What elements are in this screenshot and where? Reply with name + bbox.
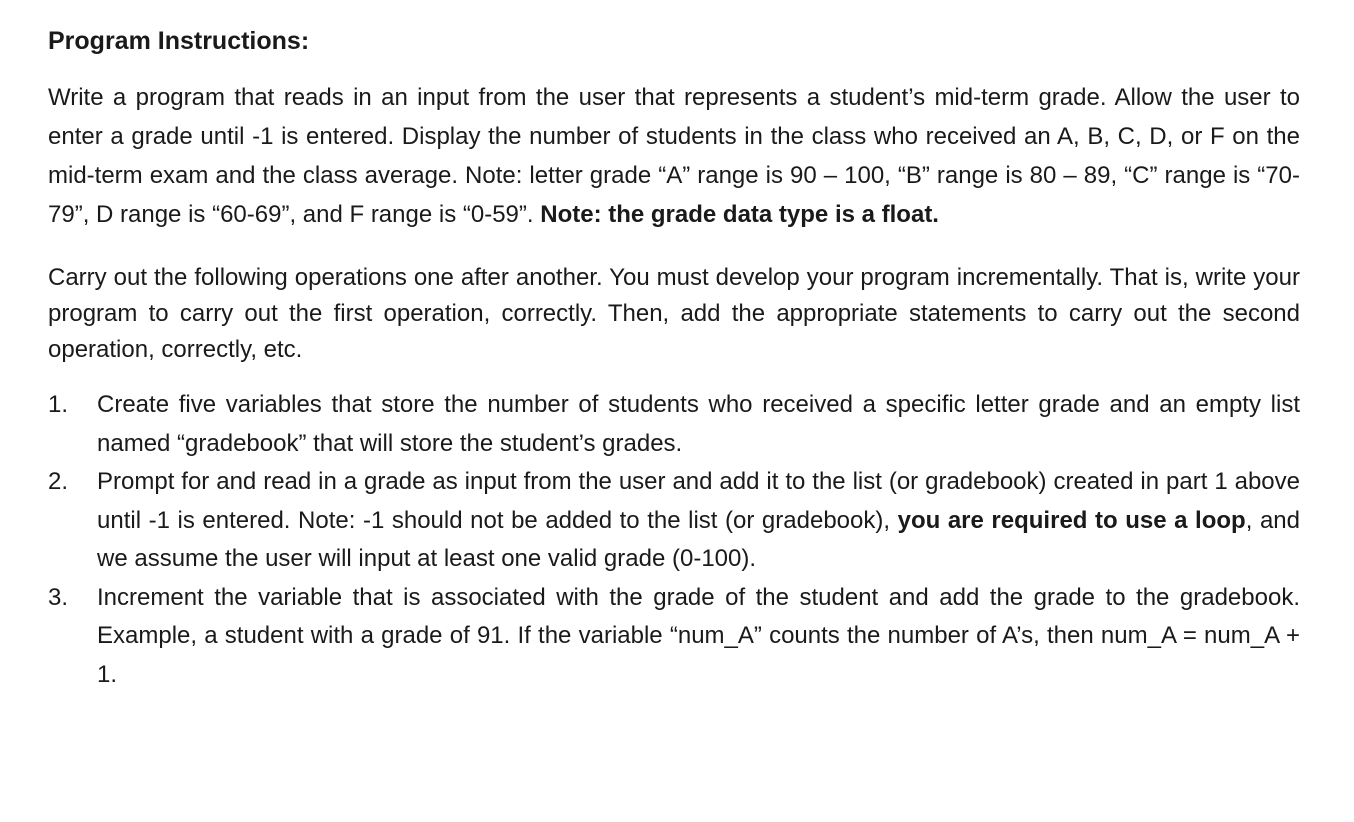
step-text-after: , and we assume the user will input at least one valid grade (0-100). [97,506,1300,572]
list-item [48,463,1300,579]
step-number: 2. [48,468,69,495]
step-number: 3. [48,583,69,611]
step-number: 1. [48,391,69,418]
step-text: Create five variables that store the number of students who received a specific letter grade and an empty list named “gradebook” that will store the student’s grades. [97,391,1300,457]
step-text: Increment the variable that is associated with the grade of the student and add the grade to the gradebook. Example, a student with a grade of 91. If the variable “num_A” counts the number of A’s, then num_A = num_A + 1. [97,583,1300,688]
list-item [48,386,1300,463]
steps-list [48,386,1300,694]
intro-text: Write a program that reads in an input from the user that represents a student’s mid-term grade. Allow the user to enter a grade until -1 is entered. Display the number of students in the class who received an A, B, C, D, or F on the mid-term exam and the class average. Note: letter grade “A” range is 90 – 100, “B” range is 80 – 89, “C” range is “70-79”, D range is “60-69”, and F range is “0-59”. [48,84,1300,228]
list-item [48,579,1300,695]
intro-paragraph [48,78,1300,234]
page-title: Program Instructions: [48,27,310,55]
step-text [97,463,1300,579]
step-bold-text: you are required to use a loop [897,506,1246,534]
document [48,22,1300,694]
step-text-before: Prompt for and read in a grade as input from the user and add it to the list (or gradebook) created in part 1 above until -1 is entered. Note: -1 should not be added to the list (or gradebook), [97,468,1300,534]
operations-paragraph: Carry out the following operations one after another. You must develop your program incrementally. That is, write your program to carry out the first operation, correctly. Then, add the appropriate statements to carry out the second operation, correctly, etc. [48,264,1300,363]
intro-bold-note: Note: the grade data type is a float. [540,201,939,228]
